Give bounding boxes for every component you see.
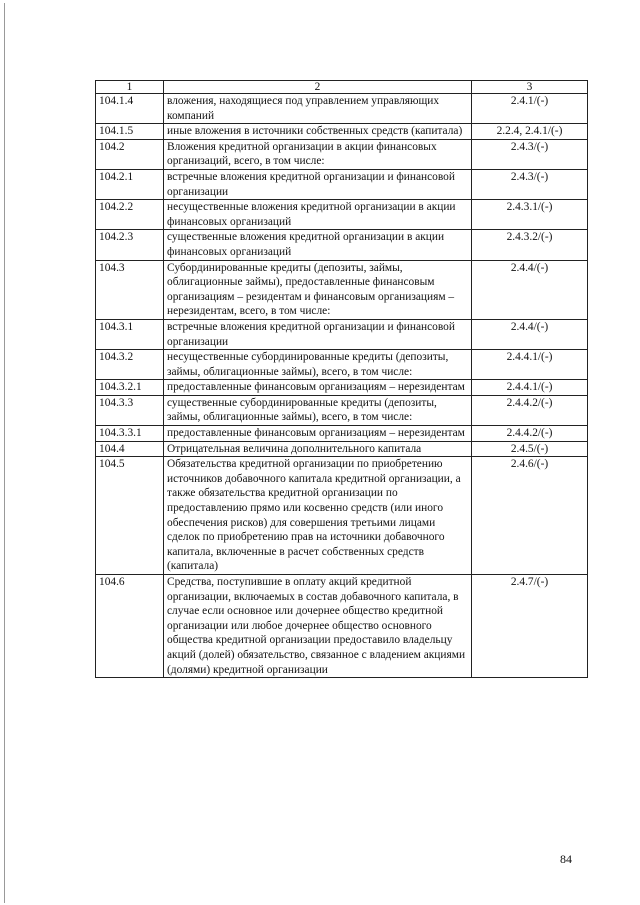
row-description: Вложения кредитной организации в акции финансовых организаций, всего, в том числе:: [164, 139, 472, 169]
table-row: [96, 457, 588, 575]
row-reference: 2.4.3/(-): [472, 169, 588, 199]
row-reference: 2.2.4, 2.4.1/(-): [472, 124, 588, 140]
table-row: [96, 139, 588, 169]
row-description: несущественные вложения кредитной организации в акции финансовых организаций: [164, 200, 472, 230]
row-reference: 2.4.4.1/(-): [472, 380, 588, 396]
column-header: 1: [96, 81, 164, 94]
row-description: существенные вложения кредитной организации в акции финансовых организаций: [164, 230, 472, 260]
table-row: [96, 319, 588, 349]
row-reference: 2.4.5/(-): [472, 441, 588, 457]
row-description: встречные вложения кредитной организации и финансовой организации: [164, 169, 472, 199]
row-code: 104.2: [96, 139, 164, 169]
row-description: встречные вложения кредитной организации и финансовой организации: [164, 319, 472, 349]
row-description: Средства, поступившие в оплату акций кредитной организации, включаемых в состав добавочного капитала, в случае если основное или дочернее общество кредитной организации или любое дочернее общество основного общества кредитной организации предоставило владельцу акций (долей) обязательство, связанное с владением акциями (долями) кредитной организации: [164, 575, 472, 678]
row-code: 104.3.1: [96, 319, 164, 349]
row-description: предоставленные финансовым организациям – нерезидентам: [164, 426, 472, 442]
row-reference: 2.4.4.2/(-): [472, 426, 588, 442]
table-row: [96, 230, 588, 260]
row-reference: 2.4.4.2/(-): [472, 395, 588, 425]
table-row: [96, 426, 588, 442]
table-row: [96, 94, 588, 124]
table-row: [96, 380, 588, 396]
row-code: 104.2.3: [96, 230, 164, 260]
balance-table: [95, 80, 588, 678]
row-code: 104.4: [96, 441, 164, 457]
column-header: 2: [164, 81, 472, 94]
row-code: 104.3.3: [96, 395, 164, 425]
row-reference: 2.4.3/(-): [472, 139, 588, 169]
row-reference: 2.4.7/(-): [472, 575, 588, 678]
row-description: иные вложения в источники собственных средств (капитала): [164, 124, 472, 140]
table-row: [96, 200, 588, 230]
table-row: [96, 260, 588, 319]
row-description: Обязательства кредитной организации по приобретению источников добавочного капитала кредитной организации, а также обязательства кредитной организации по предоставлению прямо или косвенно средств (или иного обеспечения рисков) для совершения третьими лицами сделок по приобретению прав на источники добавочного капитала, включенные в расчет собственных средств (капитала): [164, 457, 472, 575]
row-description: вложения, находящиеся под управлением управляющих компаний: [164, 94, 472, 124]
table-row: [96, 441, 588, 457]
row-reference: 2.4.3.1/(-): [472, 200, 588, 230]
row-reference: 2.4.3.2/(-): [472, 230, 588, 260]
row-description: предоставленные финансовым организациям – нерезидентам: [164, 380, 472, 396]
row-description: несущественные субординированные кредиты (депозиты, займы, облигационные займы), всего, в том числе:: [164, 350, 472, 380]
table-row: [96, 395, 588, 425]
table-row: [96, 575, 588, 678]
table-row: [96, 169, 588, 199]
row-code: 104.1.4: [96, 94, 164, 124]
row-reference: 2.4.4/(-): [472, 319, 588, 349]
row-code: 104.5: [96, 457, 164, 575]
row-reference: 2.4.1/(-): [472, 94, 588, 124]
row-code: 104.2.2: [96, 200, 164, 230]
page-edge: [4, 3, 5, 903]
table-row: [96, 124, 588, 140]
row-reference: 2.4.4.1/(-): [472, 350, 588, 380]
page-number: 84: [560, 852, 572, 866]
row-code: 104.3.3.1: [96, 426, 164, 442]
row-description: Отрицательная величина дополнительного капитала: [164, 441, 472, 457]
table-row: [96, 350, 588, 380]
row-description: Субординированные кредиты (депозиты, займы, облигационные займы), предоставленные финансовым организациям – резидентам и финансовым организациям – нерезидентам, всего, в том числе:: [164, 260, 472, 319]
column-header: 3: [472, 81, 588, 94]
row-description: существенные субординированные кредиты (депозиты, займы, облигационные займы), всего, в том числе:: [164, 395, 472, 425]
row-reference: 2.4.6/(-): [472, 457, 588, 575]
row-code: 104.1.5: [96, 124, 164, 140]
row-reference: 2.4.4/(-): [472, 260, 588, 319]
row-code: 104.3: [96, 260, 164, 319]
row-code: 104.6: [96, 575, 164, 678]
row-code: 104.2.1: [96, 169, 164, 199]
table-header-row: [96, 81, 588, 94]
row-code: 104.3.2.1: [96, 380, 164, 396]
row-code: 104.3.2: [96, 350, 164, 380]
